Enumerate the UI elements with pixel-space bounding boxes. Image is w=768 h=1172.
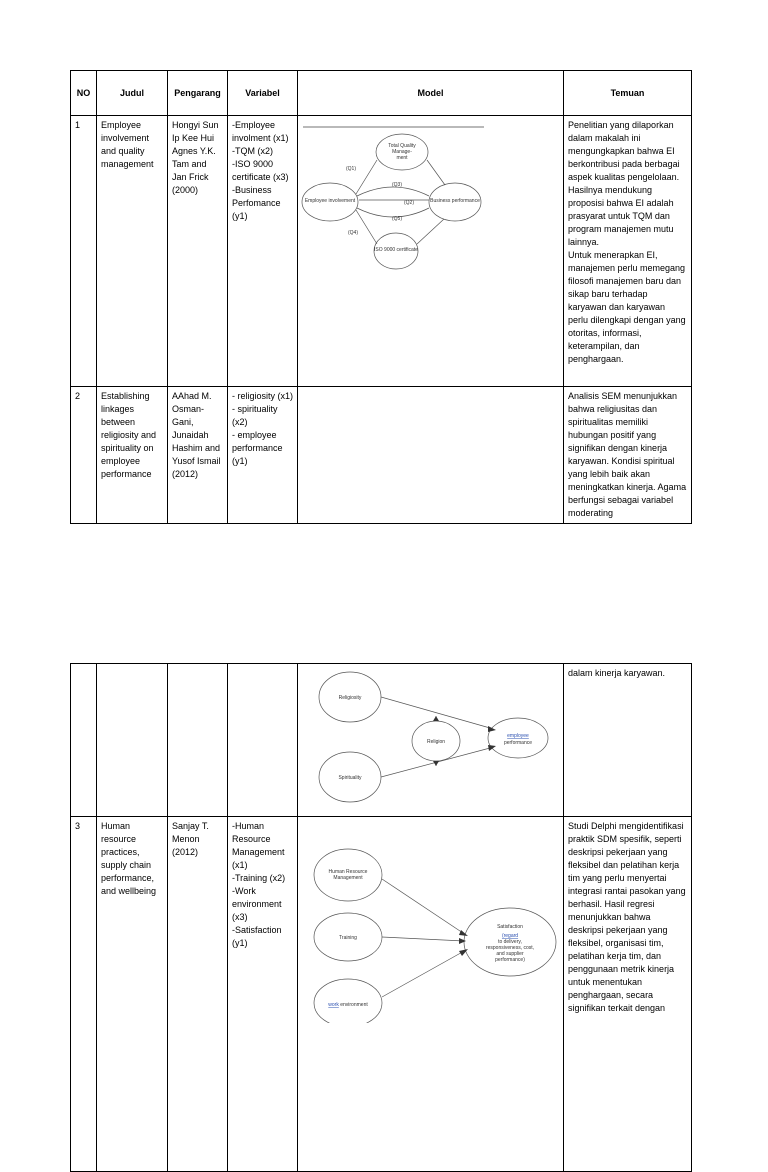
header-variabel: Variabel — [228, 71, 298, 116]
node-training: Training — [339, 935, 357, 941]
node-employee: employee — [507, 733, 529, 739]
node-work-environment: work environment — [328, 1002, 368, 1008]
header-pengarang: Pengarang — [168, 71, 228, 116]
label-q3: (Q3) — [392, 182, 402, 188]
cell-variabel: -Human Resource Management (x1) -Training (x2) -Work environment (x3) -Satisfaction (y1) — [228, 817, 298, 1172]
cell-judul: Human resource practices, supply chain performance, and wellbeing — [97, 817, 168, 1172]
literature-table-page2 — [70, 663, 692, 1172]
label-q2: (Q2) — [404, 200, 414, 206]
cell-model — [298, 664, 564, 817]
literature-table-page1 — [70, 70, 692, 524]
cell-temuan: dalam kinerja karyawan. — [564, 664, 692, 817]
cell-temuan: Analisis SEM menunjukkan bahwa religiusitas dan spiritualitas memiliki hubungan positif yang signifikan dengan kinerja karyawan. Kondisi spiritual yang lebih baik akan meningkatkan kinerja. Agama berfungsi sebagai variabel moderating — [564, 387, 692, 524]
label-q5: (Q5) — [392, 216, 402, 222]
header-judul: Judul — [97, 71, 168, 116]
node-religion: Religion — [426, 739, 446, 745]
header-model: Model — [298, 71, 564, 116]
node-satisfaction-detail: (regard to delivery, responsiveness, cost, and supplier performance) — [485, 933, 535, 963]
node-satisfaction: Satisfaction — [497, 924, 523, 930]
node-spirituality: Spirituality — [338, 775, 362, 781]
header-temuan: Temuan — [564, 71, 692, 116]
cell-pengarang: Hongyi Sun Ip Kee Hui Agnes Y.K. Tam and Jan Frick (2000) — [168, 116, 228, 387]
label-q1: (Q1) — [346, 166, 356, 172]
node-performance: performance — [503, 740, 533, 746]
table-header-row — [71, 71, 692, 116]
hrm-model-diagram — [298, 817, 564, 1023]
table-row — [71, 817, 692, 1172]
cell-variabel: -Employee involment (x1) -TQM (x2) -ISO 9000 certificate (x3) -Business Perfomance (y1) — [228, 116, 298, 387]
cell-judul: Establishing linkages between religiosity and spirituality on employee performance — [97, 387, 168, 524]
table-row-continued — [71, 664, 692, 817]
cell-no: 2 — [71, 387, 97, 524]
cell-variabel: - religiosity (x1) - spirituality (x2) - employee performance (y1) — [228, 387, 298, 524]
cell-model — [298, 387, 564, 524]
node-religiosity: Religiosity — [338, 695, 362, 701]
cell-model — [298, 817, 564, 1172]
cell-model — [298, 116, 564, 387]
cell-no: 1 — [71, 116, 97, 387]
header-no: NO — [71, 71, 97, 116]
node-ei: Employee involvement — [304, 198, 356, 204]
religiosity-model-diagram — [298, 664, 564, 814]
cell-temuan: Penelitian yang dilaporkan dalam makalah ini mengungkapkan bahwa EI berkontribusi pada berbagai aspek kualitas pengelolaan. Hasilnya mendukung proposisi bahwa EI adalah prasyarat untuk TQM dan program manajemen mutu lainnya. Untuk menerapkan EI, manajemen perlu memegang filosofi manajemen baru dan sikap baru terhadap karyawan dan karyawan perlu dilengkapi dengan yang otoritas, informasi, keterampilan, dan penghargaan. — [564, 116, 692, 387]
node-iso: ISO 9000 certificate — [374, 247, 418, 253]
cell-pengarang: Sanjay T. Menon (2012) — [168, 817, 228, 1172]
label-q4: (Q4) — [348, 230, 358, 236]
node-tqm: Total Quality Manage-ment — [388, 143, 416, 161]
cell-no: 3 — [71, 817, 97, 1172]
cell-pengarang: AAhad M. Osman-Gani, Junaidah Hashim and Yusof Ismail (2012) — [168, 387, 228, 524]
node-bp: Business performance — [430, 198, 480, 204]
node-hrm: Human Resource Management — [328, 869, 368, 881]
table-row — [71, 387, 692, 524]
ei-tqm-model-diagram — [298, 116, 564, 276]
table-row — [71, 116, 692, 387]
cell-judul: Employee involvement and quality management — [97, 116, 168, 387]
cell-temuan: Studi Delphi mengidentifikasi praktik SDM spesifik, seperti deskripsi pekerjaan yang fleksibel dan pelatihan kerja tim yang perlu menyertai integrasi rantai pasokan yang berhasil. Hasil regresi menunjukkan bahwa deskripsi pekerjaan yang fleksibel, organisasi tim, pelatihan kerja tim, dan penggunaan metrik kinerja untuk menentukan penghargaan, secara signifikan terkait dengan — [564, 817, 692, 1172]
